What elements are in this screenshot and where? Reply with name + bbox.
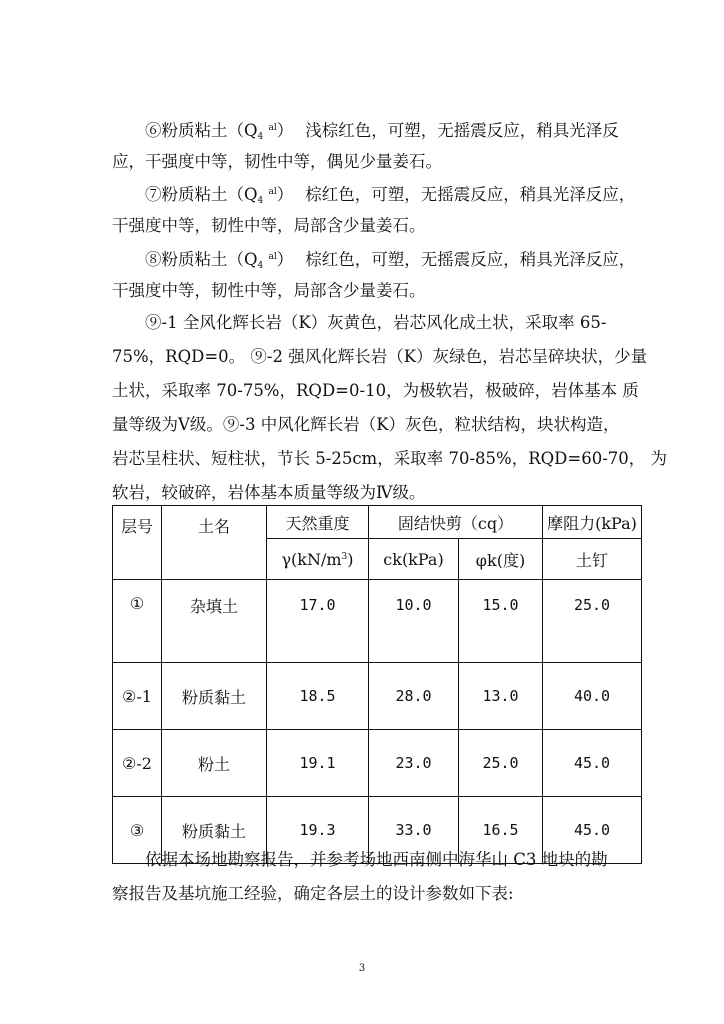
- soil-parameter-table: [112, 505, 642, 864]
- subscript: 4: [257, 132, 264, 142]
- header-layer: 层号: [113, 506, 162, 580]
- cell-soil-name: 粉质黏土: [162, 797, 267, 864]
- cell-layer: ③: [113, 797, 162, 864]
- paragraph-line: ⑨-1 全风化辉长岩（K）灰黄色，岩芯风化成土状，采取率 65-: [145, 313, 607, 332]
- soil-name: 粉质粘土（Q: [161, 185, 258, 204]
- superscript: al: [268, 252, 277, 262]
- paragraph-line: [112, 175, 640, 209]
- paragraph-line: 土状，采取率 70-75%，RQD=0-10，为极软岩，极破碎，岩体基本 质: [112, 381, 639, 400]
- page-number: 3: [358, 963, 366, 974]
- cell-soil-name: 粉质黏土: [162, 663, 267, 730]
- header-gamma: [267, 539, 369, 580]
- layer-number: ⑥: [145, 121, 162, 140]
- table-header-row: [113, 506, 642, 539]
- cell-layer: ②-1: [113, 663, 162, 730]
- closing-paragraph: [112, 843, 640, 911]
- paragraph-line: 干强度中等，韧性中等，局部含少量姜石。: [112, 281, 426, 300]
- table-row: [113, 730, 642, 797]
- table-row: [113, 663, 642, 730]
- soil-name: 粉质粘土（Q: [161, 121, 258, 140]
- cell-phik: 13.0: [459, 663, 543, 730]
- cell-nail: 45.0: [543, 797, 642, 864]
- superscript: al: [268, 123, 277, 133]
- cell-phik: 25.0: [459, 730, 543, 797]
- cell-soil-name: 粉土: [162, 730, 267, 797]
- layer-number: ⑧: [145, 250, 162, 269]
- soil-description: 棕红色，可塑，无摇震反应，稍具光泽反应，: [305, 185, 636, 204]
- cell-gamma: 19.1: [267, 730, 369, 797]
- paragraph-line: 察报告及基坑施工经验，确定各层土的设计参数如下表:: [112, 884, 514, 903]
- cell-ck: 10.0: [369, 580, 459, 663]
- soil-description: 棕红色，可塑，无摇震反应，稍具光泽反应，: [305, 250, 636, 269]
- header-unit-weight: 天然重度: [267, 506, 369, 539]
- gamma-unit-text: γ(kN/m: [281, 549, 342, 569]
- cell-nail: 25.0: [543, 580, 642, 663]
- cell-nail: 45.0: [543, 730, 642, 797]
- header-friction: 摩阻力(kPa): [543, 506, 642, 539]
- paragraph-line: 岩芯呈柱状、短柱状，节长 5-25cm，采取率 70-85%，RQD=60-70， 为: [112, 449, 668, 468]
- paragraph-soil-8: [112, 240, 640, 308]
- paragraph-line: [112, 111, 640, 145]
- soil-description: 浅棕红色，可塑，无摇震反应，稍具光泽反: [305, 121, 619, 140]
- bracket-close: ）: [276, 250, 294, 269]
- cell-phik: 15.0: [459, 580, 543, 663]
- cell-ck: 33.0: [369, 797, 459, 864]
- paragraph-line: 干强度中等，韧性中等，局部含少量姜石。: [112, 216, 426, 235]
- paragraph-line: 软岩，较破碎，岩体基本质量等级为Ⅳ级。: [112, 483, 426, 502]
- paragraph-line: 应，干强度中等，韧性中等，偶见少量姜石。: [112, 152, 442, 171]
- superscript: al: [268, 187, 277, 197]
- cell-layer: ①: [113, 580, 162, 663]
- cell-gamma: 19.3: [267, 797, 369, 864]
- cell-gamma: 17.0: [267, 580, 369, 663]
- cell-layer: ②-2: [113, 730, 162, 797]
- paragraph-line: 量等级为Ⅴ级。⑨-3 中风化辉长岩（K）灰色，粒状结构，块状构造，: [112, 415, 620, 434]
- header-ck: ck(kPa): [369, 539, 459, 580]
- paragraph-line: 依据本场地勘察报告，并参考场地西南侧中海华山 C3 地块的勘: [145, 850, 608, 869]
- paragraph-line: 75%，RQD=0。 ⑨-2 强风化辉长岩（K）灰绿色，岩芯呈碎块状，少量: [112, 347, 648, 366]
- cell-ck: 23.0: [369, 730, 459, 797]
- layer-number: ⑦: [145, 185, 162, 204]
- superscript: 3: [341, 551, 348, 562]
- paragraph-soil-7: [112, 175, 640, 243]
- header-phik: φk(度): [459, 539, 543, 580]
- bracket-close: ）: [276, 185, 294, 204]
- subscript: 4: [257, 261, 264, 271]
- table-row: [113, 580, 642, 663]
- paragraph-soil-6: [112, 111, 640, 179]
- header-soil-nail: 土钉: [543, 539, 642, 580]
- header-soil-name: 土名: [162, 506, 267, 580]
- header-consolidated-shear: 固结快剪（cq）: [369, 506, 543, 539]
- cell-ck: 28.0: [369, 663, 459, 730]
- cell-nail: 40.0: [543, 663, 642, 730]
- cell-phik: 16.5: [459, 797, 543, 864]
- paragraph-soil-9: [112, 306, 668, 510]
- cell-soil-name: 杂填土: [162, 580, 267, 663]
- soil-name: 粉质粘土（Q: [161, 250, 258, 269]
- bracket-close: ): [347, 549, 354, 569]
- paragraph-line: [112, 240, 640, 274]
- subscript: 4: [257, 196, 264, 206]
- bracket-close: ）: [276, 121, 294, 140]
- cell-gamma: 18.5: [267, 663, 369, 730]
